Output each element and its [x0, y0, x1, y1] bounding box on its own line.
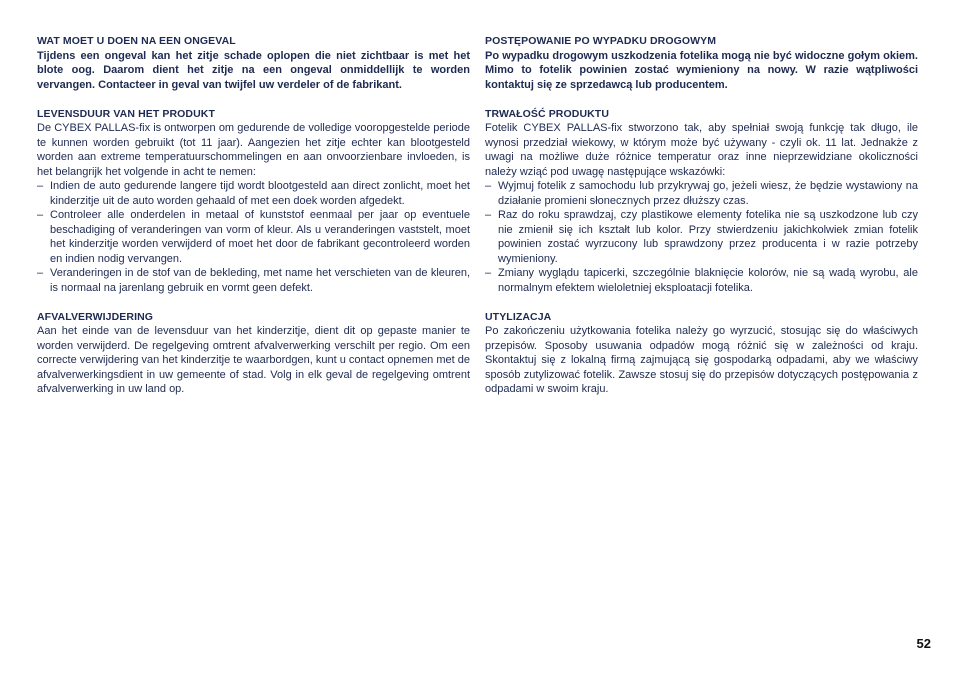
list-item: – Controleer alle onderdelen in metaal of kunststof eenmaal per jaar op eventuele beschadiging of veranderingen van vorm of kleur. Als u veranderingen vaststelt, moet het kinderzitje worden verwijderd of moet het door de fabrikant gecontroleerd worden en indien nodig vervangen. — [37, 208, 470, 266]
page-number: 52 — [916, 636, 931, 651]
accident-section-nl — [37, 34, 470, 92]
accident-section-pl — [485, 34, 918, 92]
lifespan-heading-pl: TRWAŁOŚĆ PRODUKTU — [485, 107, 610, 120]
accident-heading-nl: WAT MOET U DOEN NA EEN ONGEVAL — [37, 35, 236, 47]
left-column-dutch — [37, 34, 470, 411]
lifespan-list-pl — [485, 179, 918, 295]
right-column-polish — [485, 34, 918, 411]
list-item: – Indien de auto gedurende langere tijd wordt blootgesteld aan direct zonlicht, moet het kinderzitje uit de auto worden gehaald of met een doek worden afgedekt. — [37, 179, 470, 208]
lifespan-text-nl: De CYBEX PALLAS-fix is ontworpen om gedurende de volledige vooropgestelde periode te kunnen worden gebruikt (tot 11 jaar). Aangezien het zitje echter kan blootgesteld worden aan extreme temperatuurschommelingen en aan onvoorzienbare invloeden, is het belangrijk het volgende in acht te nemen: — [37, 122, 470, 178]
list-item: – Raz do roku sprawdzaj, czy plastikowe elementy fotelika nie są uszkodzone lub czy nie zmienił się ich kształt lub kolor. Przy stwierdzeniu jakichkolwiek zmian fotelik powinien zostać wyrzucony lub sprawdzony przez producenta i w razie potrzeby wymieniony. — [485, 208, 918, 266]
list-item: – Wyjmuj fotelik z samochodu lub przykrywaj go, jeżeli wiesz, że będzie wystawiony na działanie promieni słonecznych przez dłuższy czas. — [485, 179, 918, 208]
lifespan-section-pl — [485, 107, 918, 296]
disposal-text-pl: Po zakończeniu użytkowania fotelika należy go wyrzucić, stosując się do właściwych przepisów. Sposoby usuwania odpadów mogą różnić się w zależności od kraju. Skontaktuj się z lokalną firmą zajmującą się gospodarką odpadami, aby we właściwy sposób zutylizować fotelik. Zawsze stosuj się do przepisów dotyczących postępowania z odpadami w swoim kraju. — [485, 325, 918, 395]
lifespan-text-pl: Fotelik CYBEX PALLAS-fix stworzono tak, aby spełniał swoją funkcję tak długo, ile wynosi przedział wiekowy, w którym może być używany - czyli ok. 11 lat. Jednakże z uwagi na możliwe duże różnice temperatur oraz inne nieprzewidziane okoliczności należy wziąć pod uwagę następujące wskazówki: — [485, 122, 918, 178]
disposal-text-nl: Aan het einde van de levensduur van het kinderzitje, dient dit op gepaste manier te worden verwijderd. De regelgeving omtrent afvalverwerking verschilt per regio. Om een correcte verwijdering van het kinderzitje te waarbordgen, kunt u contact opnemen met de afvalverwerkingsdient in uw gemeente of stad. Volg in elk geval de regelgeving omtrent afvalverwerking in uw land op. — [37, 325, 470, 395]
disposal-section-pl — [485, 310, 918, 397]
list-item: – Veranderingen in de stof van de bekleding, met name het verschieten van de kleuren, is normaal na jarenlang gebruik en vormt geen defekt. — [37, 266, 470, 295]
disposal-section-nl — [37, 310, 470, 397]
disposal-heading-nl: AFVALVERWIJDERING — [37, 310, 154, 323]
accident-text-pl: Po wypadku drogowym uszkodzenia fotelika mogą nie być widoczne gołym okiem. Mimo to fotelik powinien zostać wymieniony na nowy. W razie wątpliwości kontaktuj się ze sprzedawcą lub producentem. — [485, 49, 918, 91]
lifespan-list-nl — [37, 179, 470, 295]
lifespan-heading-nl: LEVENSDUUR VAN HET PRODUKT — [37, 107, 215, 120]
disposal-heading-pl: UTYLIZACJA — [485, 310, 552, 323]
list-item: – Zmiany wyglądu tapicerki, szczególnie blaknięcie kolorów, nie są wadą wyrobu, ale normalnym efektem wieloletniej eksploatacji fotelika. — [485, 266, 918, 295]
accident-heading-pl: POSTĘPOWANIE PO WYPADKU DROGOWYM — [485, 35, 717, 47]
lifespan-section-nl — [37, 107, 470, 296]
accident-text-nl: Tijdens een ongeval kan het zitje schade oplopen die niet zichtbaar is met het blote oog. Daarom dient het zitje na een ongeval onmiddellijk te worden vervangen. Contacteer in geval van twijfel uw verdeler of de fabrikant. — [37, 49, 470, 91]
